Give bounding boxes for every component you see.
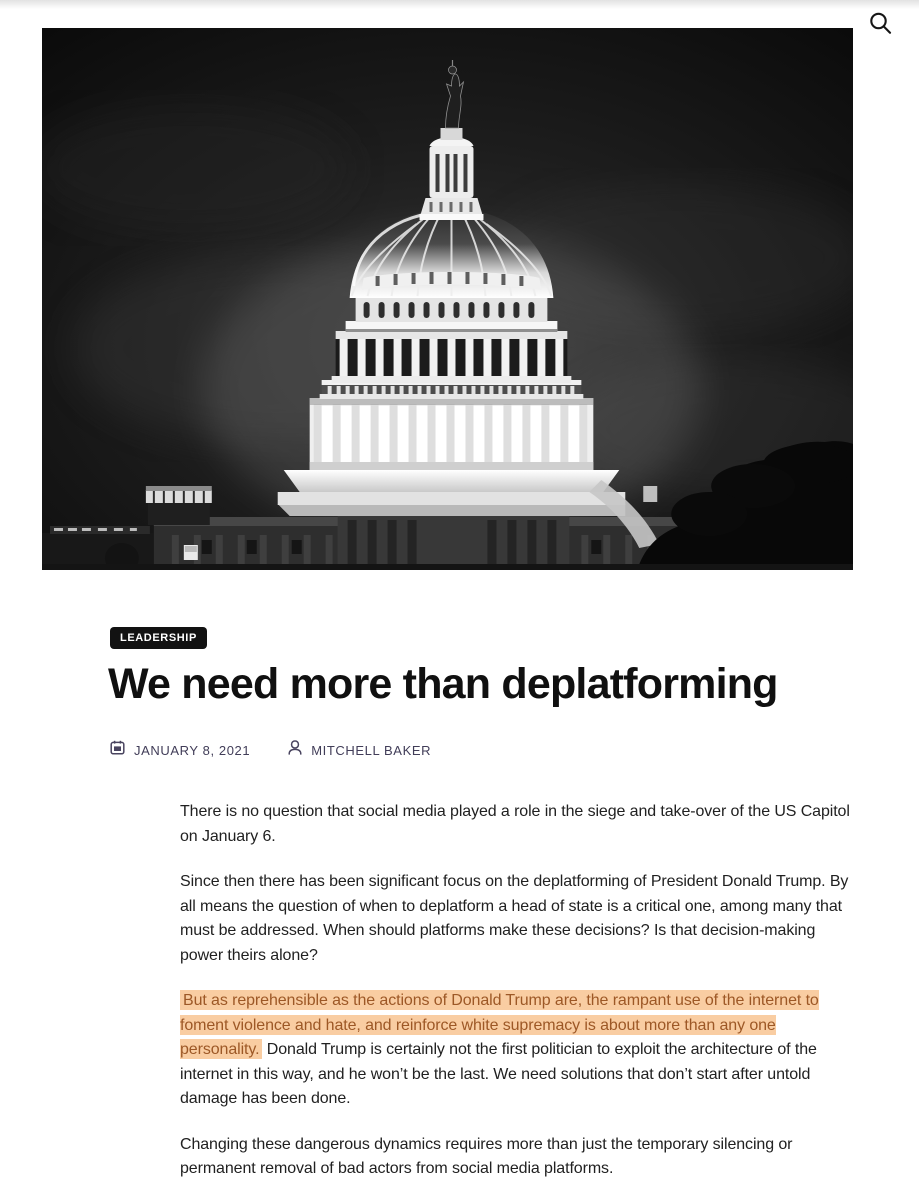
article-meta <box>110 740 431 760</box>
article-body <box>180 800 858 1203</box>
paragraph <box>180 989 858 1112</box>
search-button[interactable] <box>865 10 895 40</box>
article-author: MITCHELL BAKER <box>311 742 432 758</box>
category-badge[interactable]: LEADERSHIP <box>110 627 207 649</box>
search-icon <box>867 10 894 40</box>
hero-image <box>42 28 853 570</box>
user-icon <box>288 740 302 760</box>
paragraph: Changing these dangerous dynamics requires more than just the temporary silencing or permanent removal of bad actors from social media platforms. <box>180 1135 793 1177</box>
article-date-item <box>110 740 250 760</box>
highlighted-text: But as reprehensible as the actions of Donald Trump are, the rampant use of the internet to foment violence and hate, and reinforce white supremacy is about more than any one personality. <box>180 992 819 1058</box>
article-date: JANUARY 8, 2021 <box>134 742 251 758</box>
calendar-icon <box>110 740 125 760</box>
paragraph: Since then there has been significant focus on the deplatforming of President Donald Trump. By all means the question of when to deplatform a head of state is a critical one, among many that must be addressed. When should platforms make these decisions? Is that decision-making power theirs alone? <box>180 873 849 964</box>
capitol-night-illustration <box>42 28 853 570</box>
paragraph: There is no question that social media played a role in the siege and take-over of the US Capitol on January 6. <box>180 803 850 845</box>
paragraph-continuation: Donald Trump is certainly not the first politician to exploit the architecture of the internet in this way, and he won’t be the last. We need solutions that don’t start after untold damage has been done. <box>180 1041 817 1107</box>
article-author-item <box>288 740 431 760</box>
top-page-shadow <box>0 0 919 9</box>
article-title: We need more than deplatforming <box>108 660 778 708</box>
